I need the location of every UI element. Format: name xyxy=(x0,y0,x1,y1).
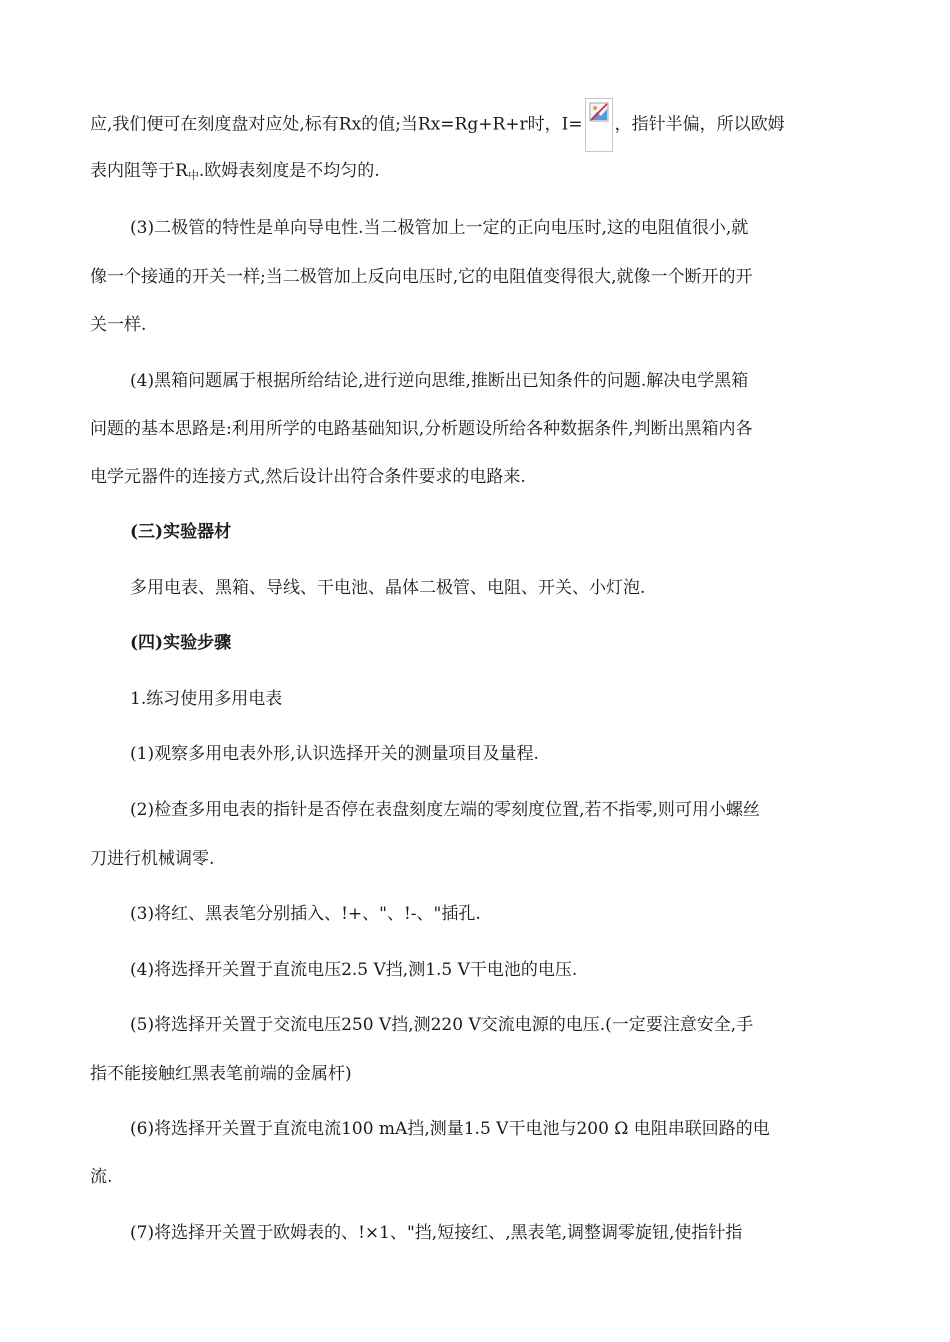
paragraph-line: 电学元器件的连接方式,然后设计出符合条件要求的电路来. xyxy=(90,467,526,487)
paragraph-line: (5)将选择开关置于交流电压250 V挡,测220 V交流电源的电压.(一定要注意安全,手 xyxy=(130,1015,754,1035)
paragraph-line: 刀进行机械调零. xyxy=(90,849,215,869)
text-run: .欧姆表刻度是不均匀的. xyxy=(198,161,380,181)
subsection-title: 1.练习使用多用电表 xyxy=(130,689,283,709)
text-run: ，指针半偏，所以欧姆 xyxy=(614,114,785,135)
paragraph-line: (7)将选择开关置于欧姆表的、!×1、"挡,短接红、,黑表笔,调整调零旋钮,使指针指 xyxy=(130,1223,743,1243)
paragraph-line: 流. xyxy=(90,1167,113,1187)
paragraph-line: (1)观察多用电表外形,认识选择开关的测量项目及量程. xyxy=(130,744,539,764)
paragraph-line: (3)将红、黑表笔分别插入、!+、"、!-、"插孔. xyxy=(130,904,481,924)
text-run: 表内阻等于R xyxy=(90,161,188,181)
subscript: 中 xyxy=(187,169,199,182)
paragraph-line: (2)检查多用电表的指针是否停在表盘刻度左端的零刻度位置,若不指零,则可用小螺丝 xyxy=(130,800,760,820)
section-heading: (四)实验步骤 xyxy=(130,633,232,653)
paragraph-line: (4)黑箱问题属于根据所给结论,进行逆向思维,推断出已知条件的问题.解决电学黑箱 xyxy=(130,371,749,391)
paragraph-line: (3)二极管的特性是单向导电性.当二极管加上一定的正向电压时,这的电阻值很小,就 xyxy=(130,218,749,238)
paragraph-line: (6)将选择开关置于直流电流100 mA挡,测量1.5 V干电池与200 Ω 电阻串联回路的电 xyxy=(130,1119,770,1139)
paragraph-line: (4)将选择开关置于直流电压2.5 V挡,测1.5 V干电池的电压. xyxy=(130,960,578,980)
section-heading: (三)实验器材 xyxy=(130,522,232,542)
paragraph-line: 像一个接通的开关一样;当二极管加上反向电压时,它的电阻值变得很大,就像一个断开的开 xyxy=(90,267,753,287)
paragraph-line xyxy=(90,98,870,152)
paragraph-line xyxy=(90,159,870,185)
paragraph-line: 关一样. xyxy=(90,315,147,335)
paragraph-line: 多用电表、黑箱、导线、干电池、晶体二极管、电阻、开关、小灯泡. xyxy=(130,578,646,598)
paragraph-line: 指不能接触红黑表笔前端的金属杆) xyxy=(90,1064,352,1084)
text-run: 应,我们便可在刻度盘对应处,标有Rx的值;当Rx=Rg+R+r时，I= xyxy=(90,114,583,135)
paragraph-line: 问题的基本思路是:利用所学的电路基础知识,分析题设所给各种数据条件,判断出黑箱内各 xyxy=(90,419,753,439)
broken-image-icon xyxy=(585,98,613,152)
